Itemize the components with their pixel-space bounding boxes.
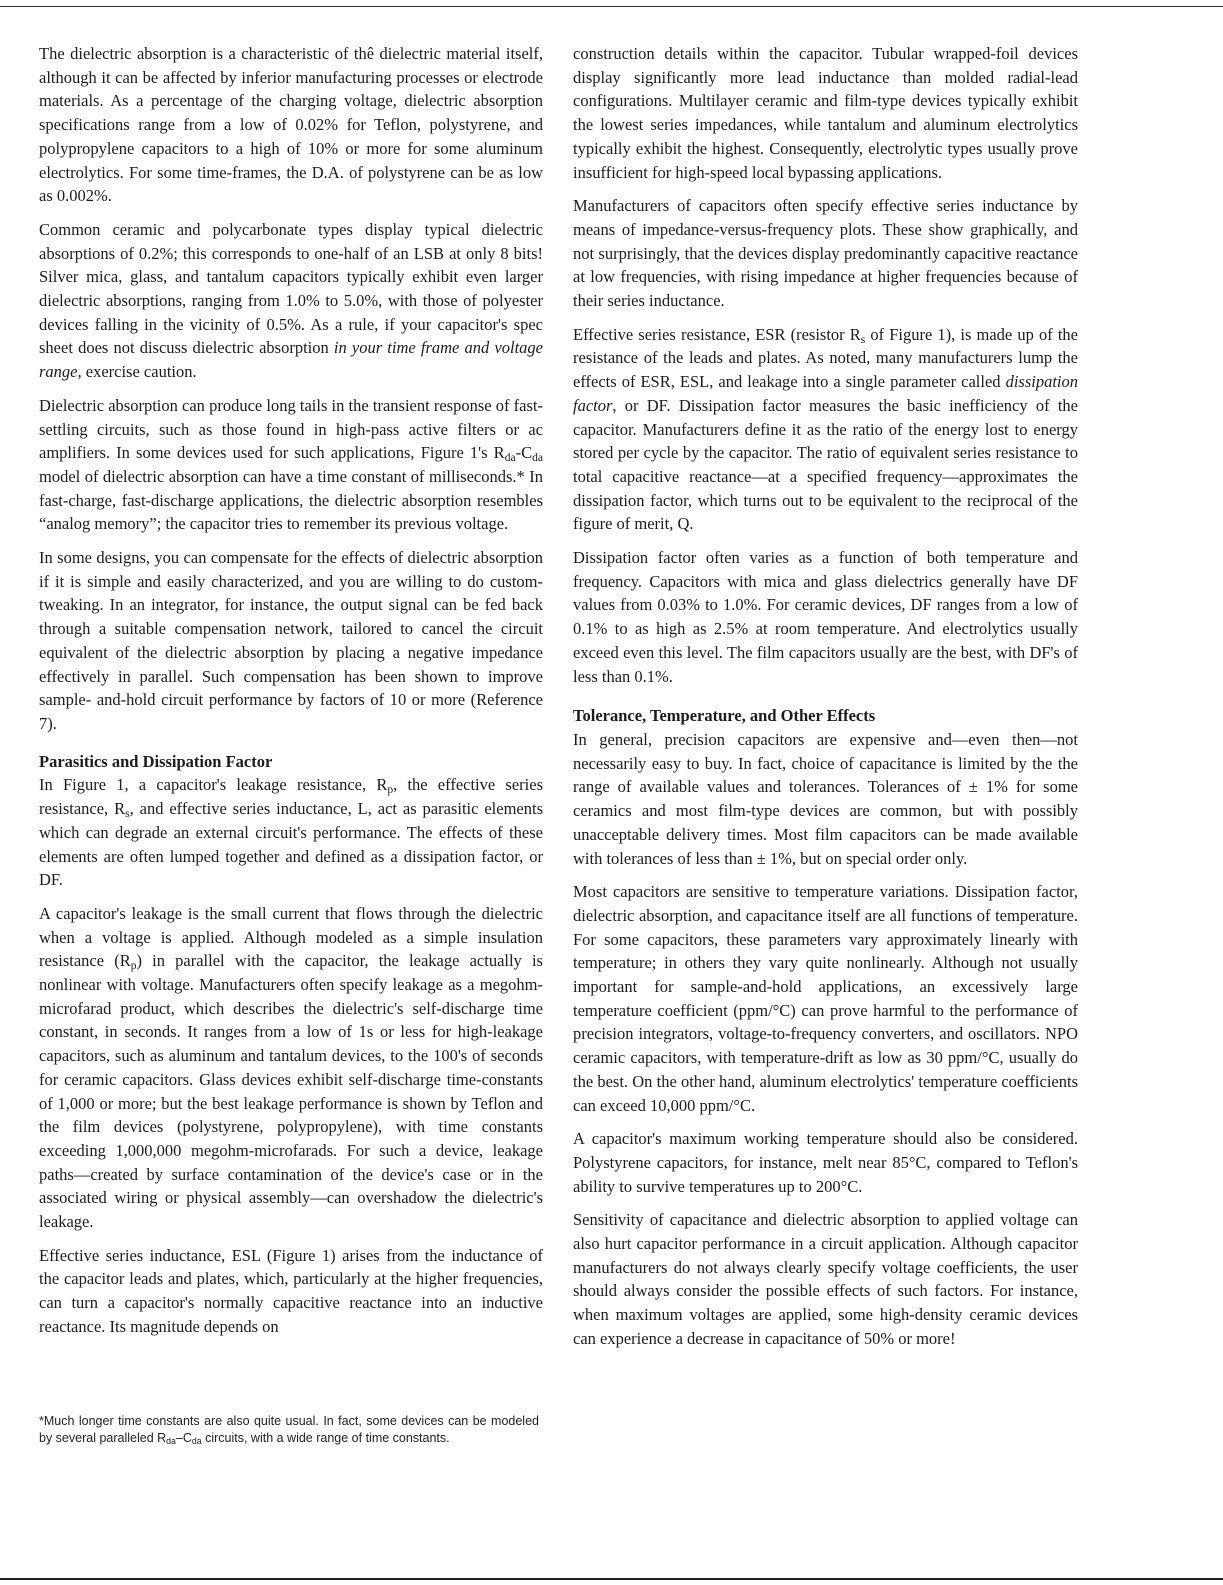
- text-run: –C: [175, 1431, 192, 1445]
- text-run: Common ceramic and polycarbonate types display typical dielectric absorptions of 0.2%; this corresponds to one-half of an LSB at only 8 bits! Silver mica, glass, and tantalum capacitors typically exhibit even larger dielectric absorptions, ranging from 1.0% to 5.0%, with those of polyester devices falling in the vicinity of 0.5%. As a rule, if your capacitor's spec sheet does not discuss dielectric absorption: [39, 219, 543, 358]
- section-heading: Parasitics and Dissipation Factor: [39, 751, 273, 771]
- text-run: , or DF. Dissipation factor measures the basic inefficiency of the capacitor. Manufacturers define it as the ratio of the energy lost to energy stored per cycle by the capacitor. The ratio of equivalent series resistance to total capacitive reactance—at a specified frequency—approximates the dissipation factor, which turns out to be equivalent to the reciprocal of the figure of merit, Q.: [573, 395, 1078, 534]
- subscript: da: [504, 452, 516, 465]
- paragraph: In general, precision capacitors are expensive and—even then—not necessarily easy to buy. In fact, choice of capacitance is limited by the the range of available values and tolerances. Tolerances of ± 1% for some ceramics and most film-type devices are common, but with possibly unacceptable delivery times. Most film capacitors can be made available with tolerances of less than ± 1%, but on special order only.: [573, 729, 1078, 868]
- section-heading: Tolerance, Temperature, and Other Effects: [573, 706, 876, 726]
- paragraph: [39, 773, 543, 892]
- text-run: ) in parallel with the capacitor, the leakage actually is nonlinear with voltage. Manufacturers often specify leakage as a megohm-microfarad product, which describes the dielectric's self-discharge time constant, in seconds. It ranges from a low of 1s or less for high-leakage capacitors, such as aluminum and tantalum devices, to the 100's of seconds for ceramic capacitors. Glass devices exhibit self-discharge time-constants of 1,000 or more; but the best leakage performance is shown by Teflon and the film devices (polystyrene, polypropylene), with time constants exceeding 1,000,000 megohm-microfarads. For such a device, leakage paths—created by surface contamination of the device's case or in the associated wiring or physical assembly—can overshadow the dielectric's leakage.: [39, 951, 543, 1232]
- text-run: Dielectric absorption can produce long tails in the transient response of fast-settling circuits, such as those found in high-pass active filters or ac amplifiers. In some devices used for such applications, Figure 1's R: [39, 395, 543, 463]
- subscript: s: [860, 333, 866, 346]
- paragraph: [39, 218, 543, 384]
- text-run: , the effective series resistance, R: [39, 775, 543, 819]
- text-run: model of dielectric absorption can have a time constant of milliseconds.* In fast-charge, fast-discharge applications, the dielectric absorption resembles “analog memory”; the capacitor tries to remember its previous voltage.: [39, 466, 543, 534]
- paragraph: Most capacitors are sensitive to temperature variations. Dissipation factor, dielectric absorption, and capacitance itself are all functions of temperature. For some capacitors, these parameters vary approximately linearly with temperature; in others they vary quite nonlinearly. Although not usually important for sample-and-hold applications, an excessively large temperature coefficient (ppm/°C) can prove harmful to the performance of precision integrators, voltage-to-frequency converters, and oscillators. NPO ceramic capacitors, with temperature-drift as low as 30 ppm/°C, usually do the best. On the other hand, aluminum electrolytics' temperature coefficients can exceed 10,000 ppm/°C.: [573, 882, 1078, 1115]
- emphasis: dissipation factor: [573, 372, 1078, 415]
- subscript: s: [125, 807, 130, 820]
- paragraph: [39, 394, 543, 536]
- paragraph: In some designs, you can compensate for the effects of dielectric absorption if it is simple and easily characterized, and you are willing to do custom-tweaking. In an integrator, for instance, the output signal can be fed back through a suitable compensation network, tailored to cancel the circuit equivalent of the dielectric absorption by placing a negative impedance effectively in parallel. Such compensation has been shown to improve sample- and-hold circuit performance by factors of 10 or more (Reference 7).: [39, 548, 543, 733]
- paragraph: Sensitivity of capacitance and dielectric absorption to applied voltage can also hurt capacitor performance in a circuit application. Although capacitor manufacturers do not always clearly specify voltage coefficients, the user should always consider the possible effects of such factors. For instance, when maximum voltages are applied, some high-density ceramic devices can experience a decrease in capacitance of 50% or more!: [573, 1210, 1078, 1348]
- text-run: *Much longer time constants are also quite usual. In fact, some devices can be modeled by several paralleled R: [39, 1414, 539, 1445]
- subscript: da: [191, 1436, 202, 1447]
- paragraph: [573, 323, 1078, 536]
- text-run: Effective series resistance, ESR (resistor R: [573, 324, 861, 344]
- footnote: [39, 1413, 539, 1447]
- subscript: p: [387, 784, 394, 797]
- right-column: [573, 42, 1078, 1361]
- emphasis: in your time frame and voltage range: [39, 338, 544, 382]
- text-run: -C: [515, 443, 533, 463]
- paragraph: The dielectric absorption is a characteristic of thê dielectric material itself, although it can be affected by inferior manufacturing processes or electrode materials. As a percentage of the charging voltage, dielectric absorption specifications range from a low of 0.02% for Teflon, polystyrene, and polypropylene capacitors to a high of 10% or more for some aluminum electrolytics. For some time-frames, the D.A. of polystyrene can be as low as 0.002%.: [39, 44, 543, 206]
- text-run: A capacitor's leakage is the small current that flows through the dielectric when a voltage is applied. Although modeled as a simple insulation resistance (R: [39, 903, 543, 971]
- subscript: p: [130, 960, 137, 973]
- paragraph: construction details within the capacitor. Tubular wrapped-foil devices display significantly more lead inductance than molded radial-lead configurations. Multilayer ceramic and film-type devices typically exhibit the lowest series impedances, while tantalum and aluminum electrolytics typically exhibit the highest. Consequently, electrolytic types usually prove insufficient for high-speed local bypassing applications.: [573, 44, 1078, 182]
- text-run: circuits, with a wide range of time constants.: [201, 1431, 450, 1445]
- text-run: , and effective series inductance, L, act as parasitic elements which can degrade an external circuit's performance. The effects of these elements are often lumped together and defined as a dissipation factor, or DF.: [39, 799, 543, 890]
- subscript: da: [532, 452, 543, 465]
- text-run: of Figure 1), is made up of the resistance of the leads and plates. As noted, many manufacturers lump the effects of ESR, ESL, and leakage into a single parameter called: [573, 324, 1078, 392]
- paragraph: Manufacturers of capacitors often specify effective series inductance by means of impedance-versus-frequency plots. These show graphically, and not surprisingly, that the devices display predominantly capacitive reactance at low frequencies, with rising impedance at higher frequencies because of their series inductance.: [573, 196, 1078, 311]
- paragraph: Effective series inductance, ESL (Figure 1) arises from the inductance of the capacitor leads and plates, which, particularly at the higher frequencies, can turn a capacitor's normally capacitive reactance into an inductive reactance. Its magnitude depends on: [39, 1245, 543, 1336]
- top-rule: [0, 6, 1223, 7]
- paragraph: Dissipation factor often varies as a function of both temperature and frequency. Capacitors with mica and glass dielectrics generally have DF values from 0.03% to 1.0%. For ceramic devices, DF ranges from a low of 0.1% to as high as 2.5% at room temperature. And electrolytics usually exceed even this level. The film capacitors usually are the best, with DF's of less than 0.1%.: [573, 548, 1078, 686]
- paragraph: [39, 902, 543, 1234]
- paragraph: A capacitor's maximum working temperature should also be considered. Polystyrene capacitors, for instance, melt near 85°C, compared to Teflon's ability to survive temperatures up to 200°C.: [573, 1129, 1078, 1196]
- subscript: da: [166, 1436, 176, 1447]
- text-run: In Figure 1, a capacitor's leakage resistance, R: [39, 775, 388, 795]
- text-run: , exercise caution.: [77, 362, 197, 382]
- bottom-rule: [0, 1578, 1223, 1580]
- left-column: [39, 42, 543, 1349]
